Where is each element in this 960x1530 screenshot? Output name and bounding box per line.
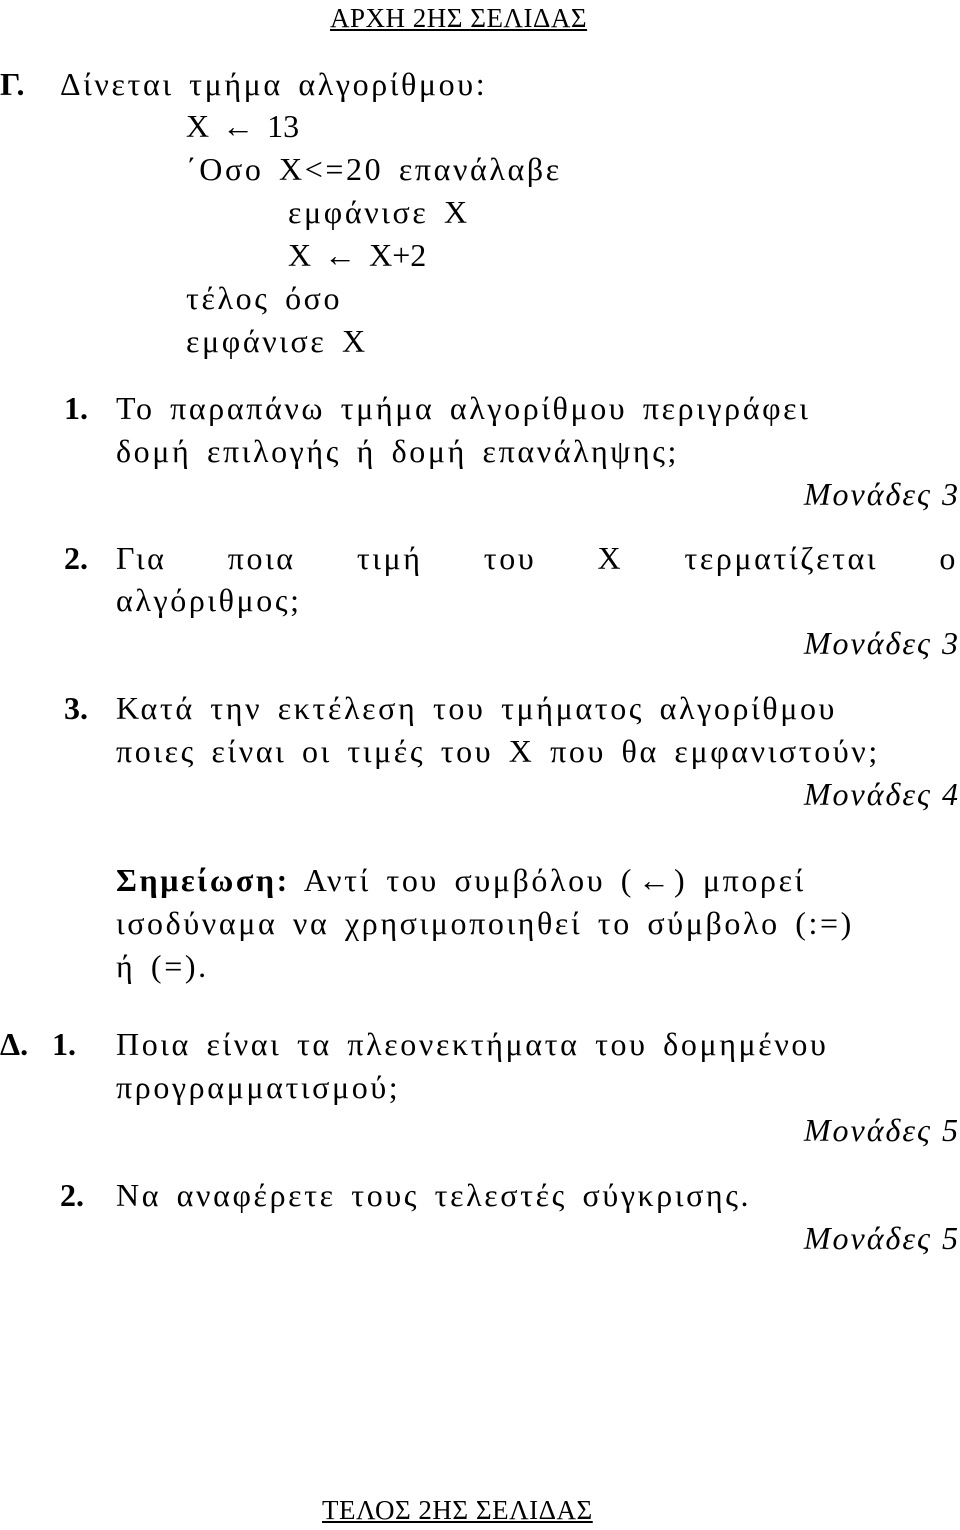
q2-word: Χ xyxy=(597,540,624,576)
page-footer: ΤΕΛΟΣ 2ΗΣ ΣΕΛΙΔΑΣ xyxy=(322,1495,593,1525)
algo-value: Χ+2 xyxy=(369,237,427,273)
section-d-label: Δ. xyxy=(0,1026,29,1062)
q2-number: 2. xyxy=(64,540,88,576)
note-label: Σημείωση: xyxy=(116,862,290,898)
d-q1-text-line-2: προγραμματισμού; xyxy=(116,1069,401,1105)
note-line-2: ισοδύναμα να χρησιμοποιηθεί το σύμβολο (:=) xyxy=(116,905,854,941)
algo-value: 13 xyxy=(267,108,300,144)
note-text-a: Αντί του συμβόλου ( xyxy=(303,862,635,898)
page-header: ΑΡΧΗ 2ΗΣ ΣΕΛΙΔΑΣ xyxy=(330,3,588,33)
q3-number: 3. xyxy=(64,690,88,726)
d-q1-text-line-1: Ποια είναι τα πλεονεκτήματα του δομημένου xyxy=(116,1026,829,1062)
q1-text-line-1: Το παραπάνω τμήμα αλγορίθμου περιγράφει xyxy=(116,390,811,426)
algo-var: Χ xyxy=(186,108,210,144)
q2-word: τιμή xyxy=(356,540,423,576)
q2-word: του xyxy=(483,540,537,576)
algo-line-4 xyxy=(288,235,426,275)
q1-text-line-2: δομή επιλογής ή δομή επανάληψης; xyxy=(116,433,680,469)
q2-word: Για xyxy=(116,540,167,576)
d-q2-marks: Μονάδες 5 xyxy=(803,1220,960,1256)
q3-text-line-1: Κατά την εκτέλεση του τμήματος αλγορίθμου xyxy=(116,690,838,726)
q2-word: τερματίζεται xyxy=(684,540,879,576)
section-g-intro: Δίνεται τμήμα αλγορίθμου: xyxy=(60,66,488,102)
d-q1-number: 1. xyxy=(52,1026,76,1062)
algo-var: Χ xyxy=(288,237,312,273)
algo-line-6: εμφάνισε Χ xyxy=(186,323,368,359)
d-q2-text-line-1: Να αναφέρετε τους τελεστές σύγκρισης. xyxy=(116,1177,752,1213)
algo-line-3: εμφάνισε Χ xyxy=(288,194,470,230)
d-q1-marks: Μονάδες 5 xyxy=(803,1112,960,1148)
section-g-label: Γ. xyxy=(0,66,25,102)
assign-arrow-icon: ← xyxy=(222,108,255,144)
algo-line-1 xyxy=(186,106,299,146)
q1-number: 1. xyxy=(64,390,88,426)
d-q2-number: 2. xyxy=(60,1177,84,1213)
q3-text-line-2: ποιες είναι οι τιμές του Χ που θα εμφανιστούν; xyxy=(116,733,880,769)
assign-arrow-icon: ← xyxy=(324,237,357,273)
q3-marks: Μονάδες 4 xyxy=(803,776,960,812)
q2-word: ο xyxy=(939,540,958,576)
assign-arrow-icon: ← xyxy=(638,862,671,898)
q2-word: ποια xyxy=(227,540,296,576)
note-line-1 xyxy=(116,860,806,900)
algo-line-2: ΄Οσο Χ<=20 επανάλαβε xyxy=(186,151,562,187)
q2-text-line-1 xyxy=(116,538,958,578)
q1-marks: Μονάδες 3 xyxy=(803,476,960,512)
algo-line-5: τέλος όσο xyxy=(186,280,343,316)
note-text-b: ) μπορεί xyxy=(674,862,806,898)
note-line-3: ή (=). xyxy=(116,948,209,984)
q2-text-line-2: αλγόριθμος; xyxy=(116,582,302,618)
q2-marks: Μονάδες 3 xyxy=(803,625,960,661)
